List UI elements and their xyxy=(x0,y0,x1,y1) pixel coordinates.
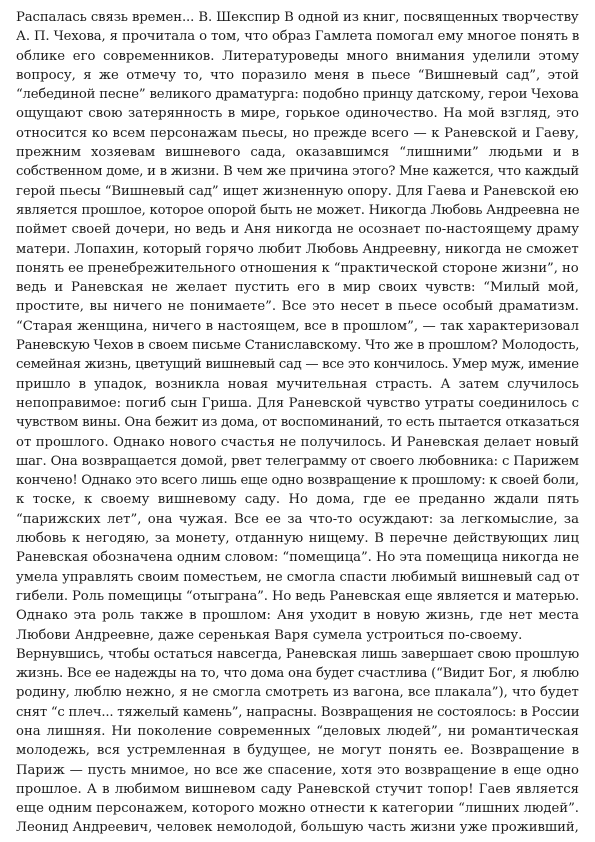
text-line: “парижских лет”, она чужая. Все ее за что-то осуждают: за легкомыслие, за xyxy=(16,511,579,527)
text-line: непоправимое: погиб сын Гриша. Для Раневской чувство утраты соединилось с xyxy=(16,395,579,411)
text-line: к тоске, к своему вишневому саду. Но дома, где ее преданно ждали пять xyxy=(16,492,579,508)
text-line: прошлое. А в любимом вишневом саду Раневской стучит топор! Гаев является xyxy=(16,781,579,797)
text-line: жизнь. Все ее надежды на то, что дома она будет счастлива (“Видит Бог, я люблю xyxy=(16,666,579,682)
text-line: еще одним персонажем, которого можно отнести к категории “лишних людей”. xyxy=(16,801,579,817)
text-line: кончено! Однако это всего лишь еще одно возвращение к прошлому: к своей боли, xyxy=(16,473,579,489)
document-page xyxy=(16,8,579,838)
text-line: собственном доме, и в жизни. В чем же причина этого? Мне кажется, что каждый xyxy=(16,164,579,180)
text-line: семейная жизнь, цветущий вишневый сад — все это кончилось. Умер муж, имение xyxy=(16,357,579,373)
text-line: герой пьесы “Вишневый сад” ищет жизненную опору. Для Гаева и Раневской ею xyxy=(16,183,579,199)
text-line: простите, вы ничего не понимаете”. Все это несет в пьесе особый драматизм. xyxy=(16,299,579,315)
text-line: Раневская обозначена одним словом: “помещица”. Но эта помещица никогда не xyxy=(16,550,580,566)
text-line: гибели. Роль помещицы “отыграна”. Но ведь Раневская еще является и матерью. xyxy=(16,588,580,604)
text-line: Однако эта роль также в прошлом: Аня уходит в новую жизнь, где нет места xyxy=(16,608,579,624)
text-line: Распалась связь времен... В. Шекспир В одной из книг, посвященных творчеству xyxy=(16,10,579,25)
text-line: Любови Андреевне, даже серенькая Варя сумела устроиться по-своему. xyxy=(16,627,523,643)
text-line: она лишняя. Ни поколение современных “деловых людей”, ни романтическая xyxy=(16,723,579,739)
text-line: ведь и Раневская не желает пустить его в мир своих чувств: “Милый мой, xyxy=(16,280,579,296)
text-line: вопросу, я же отмечу то, что поразило меня в пьесе “Вишневый сад”, этой xyxy=(16,67,579,83)
text-line: чувством вины. Она бежит из дома, от воспоминаний, то есть пытается отказаться xyxy=(16,415,580,431)
text-line: поймет своей дочери, но ведь и Аня никогда не осознает по-настоящему драму xyxy=(16,222,579,238)
text-line: облике его современников. Литературоведы много внимания уделили этому xyxy=(16,48,579,64)
text-line: от прошлого. Однако нового счастья не получилось. И Раневская делает новый xyxy=(16,434,579,450)
text-line: А. П. Чехова, я прочитала о том, что образ Гамлета помогал ему многое понять в xyxy=(16,29,580,45)
text-line: ощущают свою затерянность в мире, горькое одиночество. На мой взгляд, это xyxy=(16,106,579,122)
text-line: молодежь, вся устремленная в будущее, не могут понять ее. Возвращение в xyxy=(16,743,579,759)
text-line: Париж — пусть мнимое, но все же спасение, хотя это возвращение в еще одно xyxy=(16,762,579,778)
text-line: относится ко всем персонажам пьесы, но прежде всего — к Раневской и Гаеву, xyxy=(16,125,579,141)
text-line: “лебединой песне” великого драматурга: подобно принцу датскому, герои Чехова xyxy=(16,87,579,103)
text-line: пришло в упадок, возникла новая мучительная страсть. А затем случилось xyxy=(16,376,579,392)
text-line: матери. Лопахин, который горячо любит Любовь Андреевну, никогда не сможет xyxy=(16,241,579,257)
text-line: родину, люблю нежно, я не смогла смотреть из вагона, все плакала”), что будет xyxy=(16,685,579,701)
text-line: умела управлять своим поместьем, не смогла спасти любимый вишневый сад от xyxy=(16,569,580,585)
text-line: понять ее пренебрежительного отношения к “практической стороне жизни”, но xyxy=(16,260,579,276)
text-line: любовь к негодяю, за монету, отданную нищему. В перечне действующих лиц xyxy=(16,531,579,547)
text-line: Вернувшись, чтобы остаться навсегда, Раневская лишь завершает свою прошлую xyxy=(16,646,580,662)
text-line: “Старая женщина, ничего в настоящем, все в прошлом”, — так характеризовал xyxy=(16,318,579,334)
text-line: снят “с плеч... тяжелый камень”, напрасны. Возвращения не состоялось: в России xyxy=(16,704,580,720)
text-line: Леонид Андреевич, человек немолодой, большую часть жизни уже проживший, xyxy=(16,820,579,836)
text-line: является прошлое, которое опорой быть не может. Никогда Любовь Андреевна не xyxy=(16,202,580,218)
text-line: Раневскую Чехов в своем письме Станиславскому. Что же в прошлом? Молодость, xyxy=(16,338,580,354)
text-line: шаг. Она возвращается домой, рвет телеграмму от своего любовника: с Парижем xyxy=(16,453,579,469)
text-line: прежним хозяевам вишневого сада, оказавшимся “лишними” людьми и в xyxy=(16,145,579,161)
